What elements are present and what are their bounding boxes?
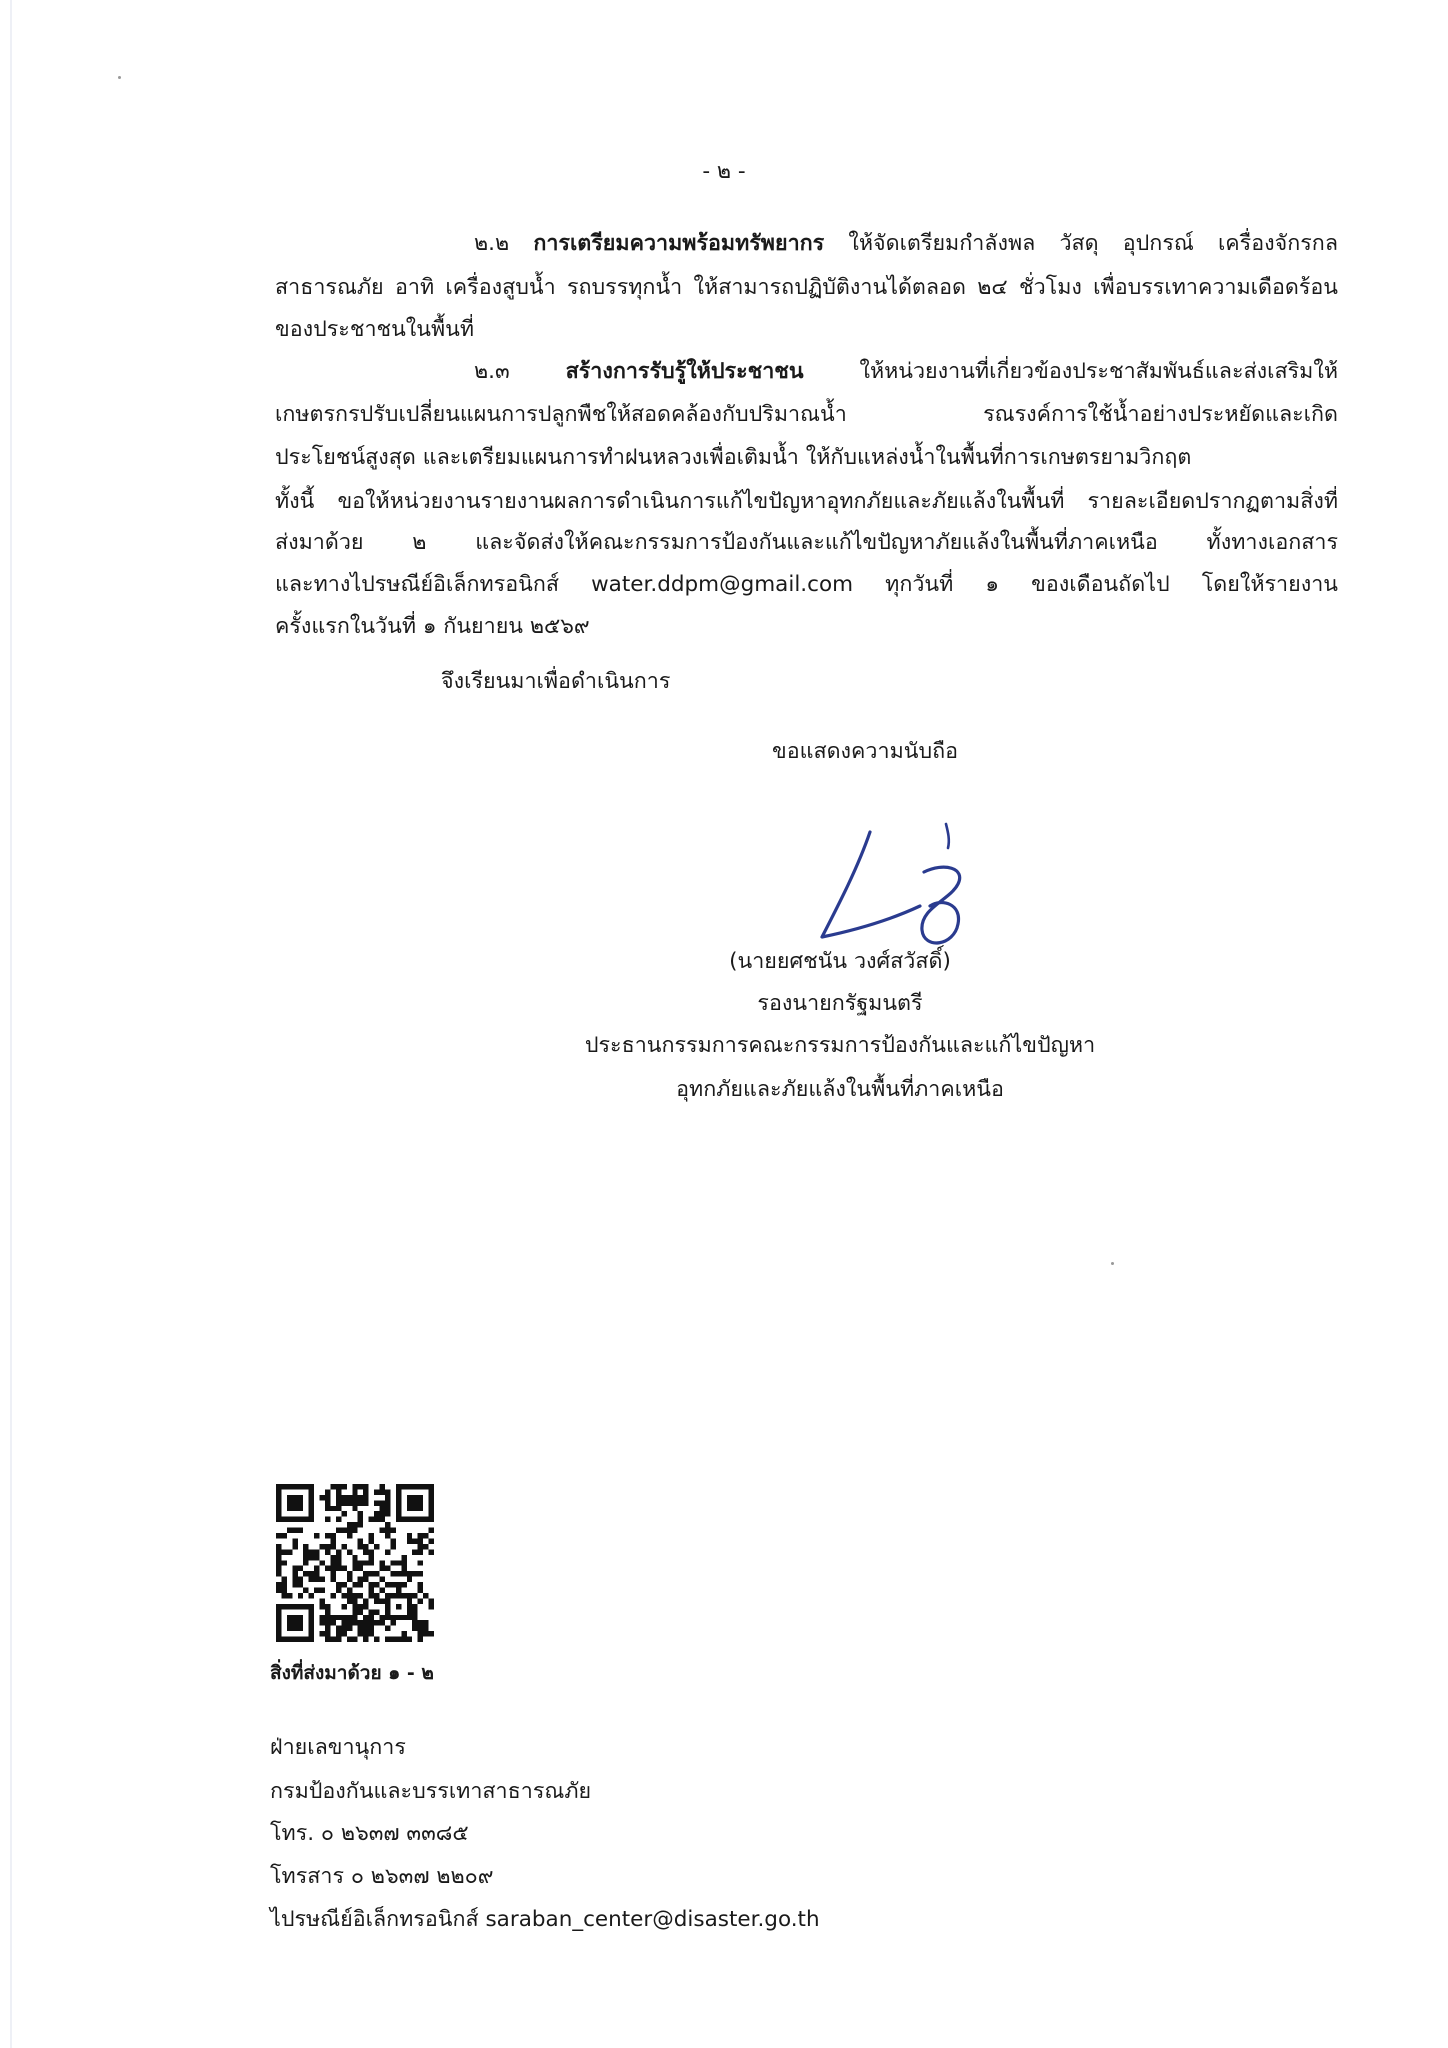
signatory-position-3: อุทกภัยและภัยแล้งในพื้นที่ภาคเหนือ bbox=[676, 1077, 1004, 1102]
page-number: - ๒ - bbox=[702, 159, 746, 184]
para-2-2-line-1 bbox=[474, 226, 1338, 262]
signatory-position-1: รองนายกรัฐมนตรี bbox=[757, 991, 923, 1016]
para-2-3-text: ให้หน่วยงานที่เกี่ยวข้องประชาสัมพันธ์และส่งเสริมให้ bbox=[803, 359, 1338, 384]
attachment-label: สิ่งที่ส่งมาด้วย ๑ - ๒ bbox=[270, 1662, 434, 1684]
contact-unit: ฝ่ายเลขานุการ bbox=[270, 1735, 406, 1760]
para-2-2-heading: การเตรียมความพร้อมทรัพยากร bbox=[533, 231, 825, 256]
para-2-2-number: ๒.๒ bbox=[474, 231, 534, 256]
scan-speck bbox=[118, 76, 121, 79]
para-2-3-line-3: ประโยชน์สูงสุด และเตรียมแผนการทำฝนหลวงเพื่อเติมน้ำ ให้กับแหล่งน้ำในพื้นที่การเกษตรยามวิกฤต bbox=[275, 445, 1192, 470]
scan-edge bbox=[10, 0, 12, 2048]
para-2-3-line-1 bbox=[474, 354, 1338, 390]
contact-email: ไปรษณีย์อิเล็กทรอนิกส์ saraban_center@disaster.go.th bbox=[270, 1907, 820, 1932]
closing-regards: ขอแสดงความนับถือ bbox=[772, 739, 959, 764]
para-2-3-number: ๒.๓ bbox=[474, 359, 566, 384]
para-2-3-heading: สร้างการรับรู้ให้ประชาชน bbox=[565, 359, 804, 384]
report-line-3: และทางไปรษณีย์อิเล็กทรอนิกส์ water.ddpm@gmail.com ทุกวันที่ ๑ ของเดือนถัดไป โดยให้รายงาน bbox=[275, 572, 1338, 597]
para-2-2-line-3: ของประชาชนในพื้นที่ bbox=[275, 317, 475, 342]
contact-phone: โทร. ๐ ๒๖๓๗ ๓๓๘๕ bbox=[270, 1821, 469, 1846]
report-line-2: ส่งมาด้วย ๒ และจัดส่งให้คณะกรรมการป้องกันและแก้ไขปัญหาภัยแล้งในพื้นที่ภาคเหนือ ทั้งทางเอกสาร bbox=[275, 530, 1338, 555]
qr-code-image bbox=[276, 1484, 434, 1642]
para-2-2-text: ให้จัดเตรียมกำลังพล วัสดุ อุปกรณ์ เครื่องจักรกล bbox=[824, 231, 1338, 256]
report-line-1: ทั้งนี้ ขอให้หน่วยงานรายงานผลการดำเนินการแก้ไขปัญหาอุทกภัยและภัยแล้งในพื้นที่ รายละเอียดปรากฏตามสิ่งที่ bbox=[275, 489, 1338, 514]
contact-department: กรมป้องกันและบรรเทาสาธารณภัย bbox=[270, 1779, 592, 1804]
scan-speck bbox=[1111, 1262, 1114, 1265]
contact-fax: โทรสาร ๐ ๒๖๓๗ ๒๒๐๙ bbox=[270, 1864, 494, 1889]
closing-request: จึงเรียนมาเพื่อดำเนินการ bbox=[441, 669, 671, 694]
signatory-name: (นายยศชนัน วงศ์สวัสดิ์) bbox=[729, 949, 951, 974]
signatory-position-2: ประธานกรรมการคณะกรรมการป้องกันและแก้ไขปัญหา bbox=[584, 1033, 1096, 1058]
para-2-2-line-2: สาธารณภัย อาทิ เครื่องสูบน้ำ รถบรรทุกน้ำ ให้สามารถปฏิบัติงานได้ตลอด ๒๔ ชั่วโมง เพื่อบรรเทาความเดือดร้อน bbox=[275, 275, 1338, 300]
signature-image bbox=[808, 812, 998, 962]
para-2-3-line-2: เกษตรกรปรับเปลี่ยนแผนการปลูกพืชให้สอดคล้องกับปริมาณน้ำ รณรงค์การใช้น้ำอย่างประหยัดและเกิด bbox=[275, 402, 1338, 427]
report-line-4: ครั้งแรกในวันที่ ๑ กันยายน ๒๕๖๙ bbox=[275, 614, 590, 639]
